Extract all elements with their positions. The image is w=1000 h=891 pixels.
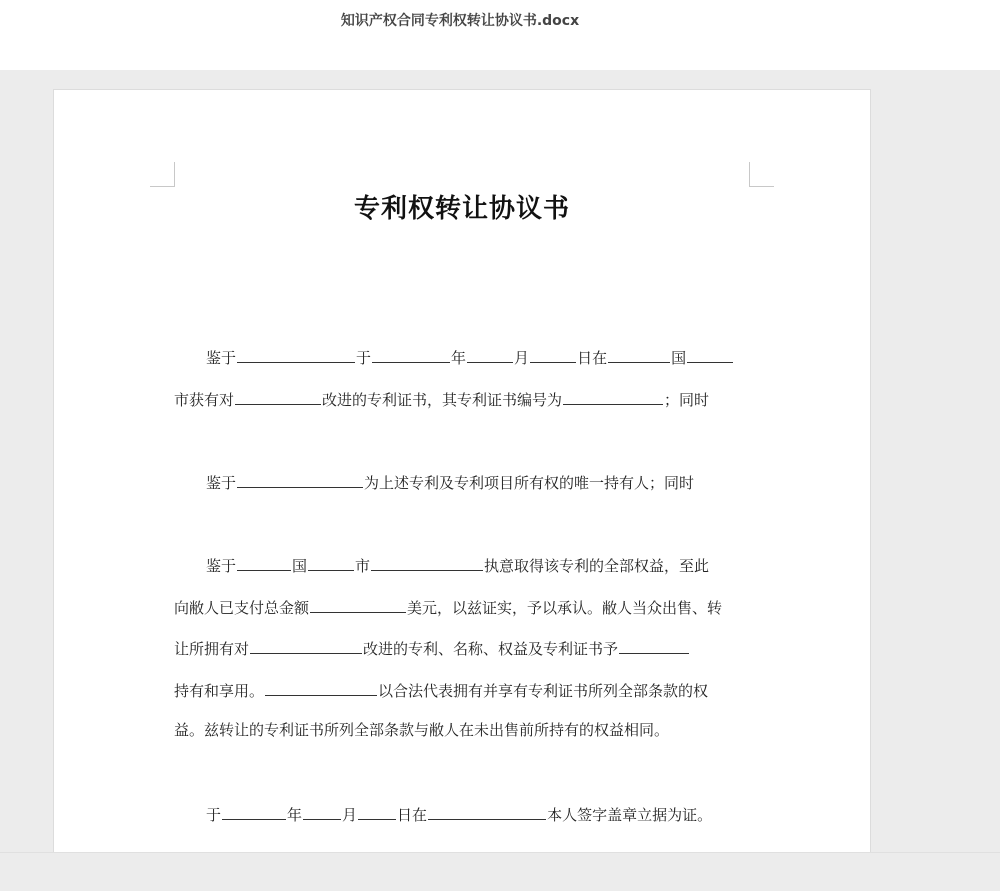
fill-blank[interactable] [250,635,362,654]
status-bar [0,852,1000,891]
margin-corner-mark [150,162,175,187]
fill-blank[interactable] [237,552,291,571]
fill-blank[interactable] [371,552,483,571]
fill-blank[interactable] [303,801,341,820]
fill-blank[interactable] [563,386,663,405]
fill-blank[interactable] [372,344,450,363]
fill-blank[interactable] [310,594,406,613]
paragraph-3-line-1: 鉴于 国 市 执意取得该专利的全部权益，至此 [174,552,754,576]
fill-blank[interactable] [358,801,396,820]
paragraph-4-line-1: 于 年 月 日在 本人签字盖章立据为证。 [174,801,754,825]
document-file-name: 知识产权合同专利权转让协议书.docx [340,13,580,29]
paragraph-3-line-3: 让所拥有对 改进的专利、名称、权益及专利证书予 [174,635,754,659]
fill-blank[interactable] [530,344,576,363]
fill-blank[interactable] [237,344,355,363]
fill-blank[interactable] [428,801,546,820]
fill-blank[interactable] [235,386,321,405]
paragraph-1-line-2: 市获有对 改进的专利证书，其专利证书编号为 ；同时 [174,386,754,410]
title-bar [0,0,1000,70]
paragraph-3-line-2: 向敝人已支付总金额 美元，以兹证实，予以承认。敝人当众出售、转 [174,594,754,618]
document-page[interactable] [53,89,871,860]
document-heading: 专利权转让协议书 [353,194,570,224]
fill-blank[interactable] [619,635,689,654]
fill-blank[interactable] [608,344,670,363]
paragraph-1-line-1: 鉴于 于 年 月 日在 国 [174,344,754,368]
paragraph-2-line-1: 鉴于 为上述专利及专利项目所有权的唯一持有人；同时 [174,469,754,493]
fill-blank[interactable] [237,469,363,488]
paragraph-3-line-5: 益。兹转让的专利证书所列全部条款与敝人在未出售前所持有的权益相同。 [174,721,670,739]
paragraph-3-line-4: 持有和享用。 以合法代表拥有并享有专利证书所列全部条款的权 [174,677,754,701]
fill-blank[interactable] [265,677,377,696]
margin-corner-mark [749,162,774,187]
fill-blank[interactable] [687,344,733,363]
fill-blank[interactable] [467,344,513,363]
fill-blank[interactable] [222,801,286,820]
fill-blank[interactable] [308,552,354,571]
